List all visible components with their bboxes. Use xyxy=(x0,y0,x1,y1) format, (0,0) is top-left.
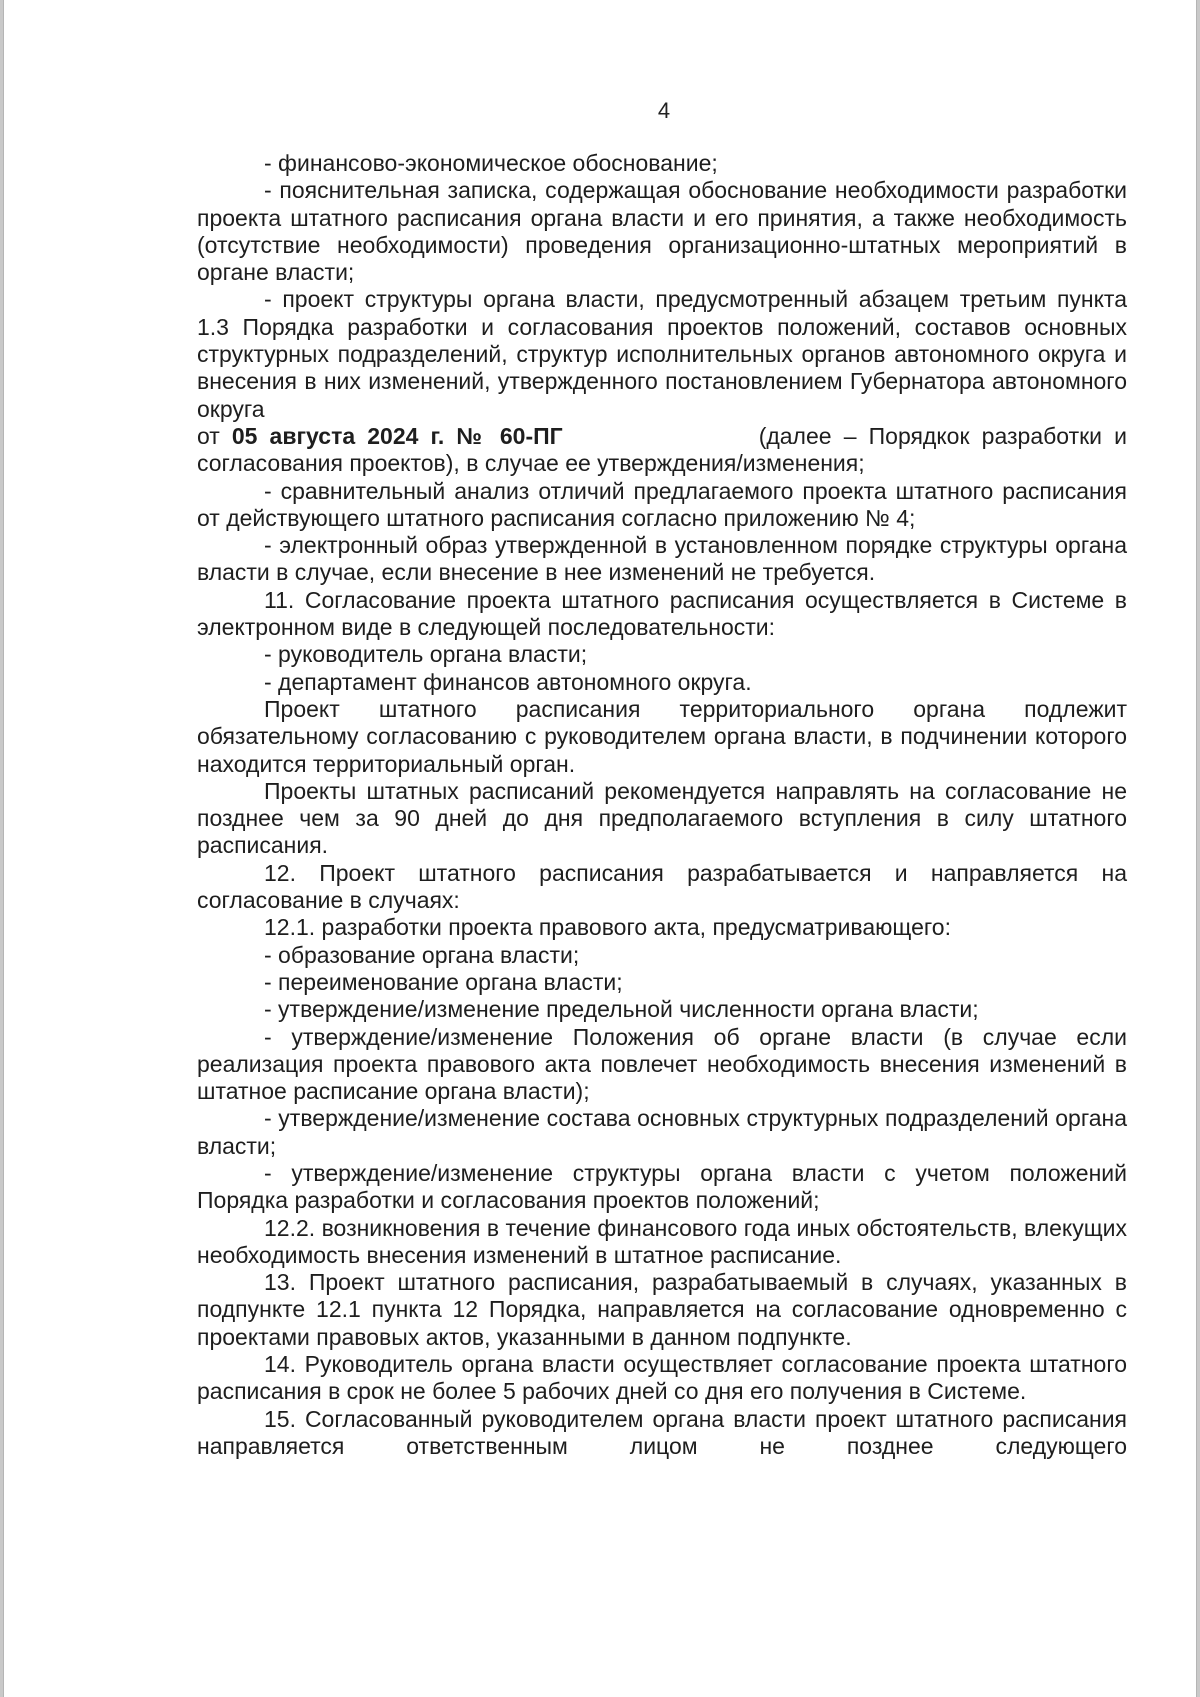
list-item: - департамент финансов автономного округа. xyxy=(264,668,752,695)
paragraph: Проекты штатных расписаний рекомендуется направлять на согласование не позднее чем за 90 дней до дня предполагаемого вступления в силу штатного расписания. xyxy=(197,777,1127,859)
paragraph-tail: (далее – Порядкок разработки и согласования проектов), в случае ее утверждения/изменения; xyxy=(197,422,1127,477)
clause-11: 11. Согласование проекта штатного расписания осуществляется в Системе в электронном виде в следующей последовательности: xyxy=(197,586,1127,641)
list-item: - утверждение/изменение Положения об органе власти (в случае если реализация проекта правового акта повлечет необходимость внесения изменений в штатное расписание органа власти); xyxy=(197,1023,1127,1105)
clause-13: 13. Проект штатного расписания, разрабатываемый в случаях, указанных в подпункте 12.1 пункта 12 Порядка, направляется на согласование одновременно с проектами правовых актов, указанными в данном подпункте. xyxy=(197,1269,1127,1350)
list-item: - руководитель органа власти; xyxy=(264,641,588,668)
list-item: - образование органа власти; xyxy=(264,941,580,968)
clause-12: 12. Проект штатного расписания разрабатывается и направляется на согласование в случаях: xyxy=(197,859,1127,914)
clause-12-1: 12.1. разработки проекта правового акта, предусматривающего: xyxy=(264,914,951,941)
page-number: 4 xyxy=(657,98,671,123)
act-date-number: 05 августа 2024 г. № 60-ПГ xyxy=(231,422,563,449)
paragraph: Проект штатного расписания территориального органа подлежит обязательному согласованию с руководителем органа власти, в подчинении которого находится территориальный орган. xyxy=(197,695,1127,777)
list-item: - пояснительная записка, содержащая обоснование необходимости разработки проекта штатного расписания органа власти и его принятия, а также необходимость (отсутствие необходимости) проведения организационно-штатных мероприятий в органе власти; xyxy=(197,177,1127,286)
list-item: - финансово-экономическое обоснование; xyxy=(264,150,718,176)
clause-12-2: 12.2. возникновения в течение финансового года иных обстоятельств, влекущих необходимость внесения изменений в штатное расписание. xyxy=(197,1214,1127,1268)
clause-14: 14. Руководитель органа власти осуществляет согласование проекта штатного расписания в срок не более 5 рабочих дней со дня его получения в Системе. xyxy=(197,1351,1127,1405)
list-item: - сравнительный анализ отличий предлагаемого проекта штатного расписания от действующего штатного расписания согласно приложению № 4; xyxy=(197,477,1127,531)
list-item: - утверждение/изменение состава основных структурных подразделений органа власти; xyxy=(197,1105,1127,1159)
document-body xyxy=(197,150,1127,1460)
from-word: от xyxy=(197,422,220,449)
list-item: - переименование органа власти; xyxy=(264,968,623,995)
paragraph-continuation xyxy=(197,423,1127,478)
list-item: - утверждение/изменение структуры органа власти с учетом положений Порядка разработки и согласования проектов положений; xyxy=(197,1159,1127,1214)
list-item: - электронный образ утвержденной в установленном порядке структуры органа власти в случае, если внесение в нее изменений не требуется. xyxy=(197,532,1127,586)
list-item: - утверждение/изменение предельной численности органа власти; xyxy=(264,996,979,1023)
document-page xyxy=(4,0,1196,1697)
clause-15: 15. Согласованный руководителем органа власти проект штатного расписания направляется ответственным лицом не позднее следующего xyxy=(197,1405,1127,1459)
list-item: - проект структуры органа власти, предусмотренный абзацем третьим пункта 1.3 Порядка разработки и согласования проектов положений, составов основных структурных подразделений, структур исполнительных органов автономного округа и внесения в них изменений, утвержденного постановлением Губернатора автономного округа xyxy=(197,286,1127,422)
